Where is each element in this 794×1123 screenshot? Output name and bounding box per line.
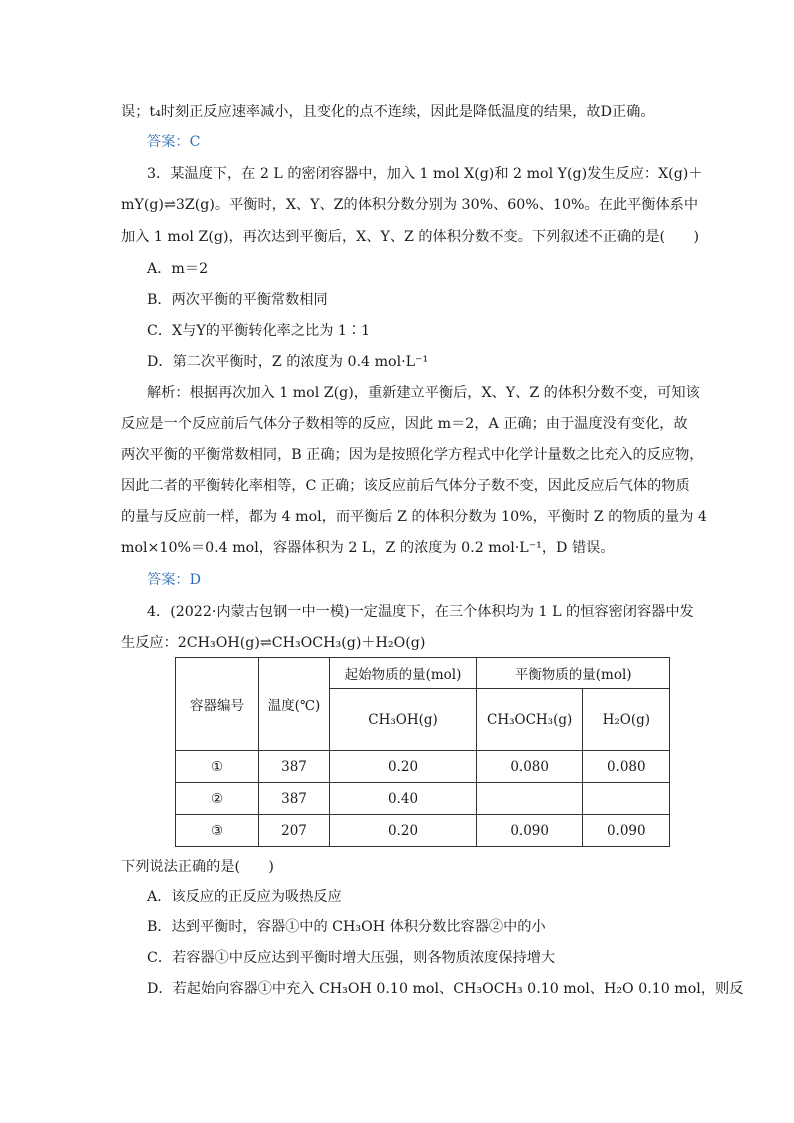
cell-container: ③ [176, 815, 259, 847]
subheader-h2o: H₂O(g) [583, 689, 670, 751]
option-a: A．该反应的正反应为吸热反应 [147, 889, 342, 905]
data-table [175, 657, 670, 847]
question-3-line: 3．某温度下，在 2 L 的密闭容器中，加入 1 mol X(g)和 2 mol Y(g)发生反应：X(g)＋ [147, 166, 703, 182]
question-4-line: 生反应：2CH₃OH(g)⇌CH₃OCH₃(g)＋H₂O(g) [121, 635, 426, 651]
table-row [176, 815, 670, 847]
subheader-ch3och3: CH₃OCH₃(g) [477, 689, 583, 751]
subheader-ch3oh: CH₃OH(g) [330, 689, 477, 751]
header-start-amount: 起始物质的量(mol) [330, 658, 477, 689]
header-container-no: 容器编号 [176, 658, 259, 751]
header-temperature: 温度(℃) [259, 658, 330, 751]
cell-temp: 387 [259, 783, 330, 815]
explanation-line: 因此二者的平衡转化率相等，C 正确；该反应前后气体分子数不变，因此反应后气体的物质 [121, 478, 690, 494]
option-a: A．m＝2 [147, 261, 209, 277]
answer-label: 答案：D [147, 572, 201, 588]
cell-h2o: 0.090 [583, 815, 670, 847]
cell-temp: 387 [259, 751, 330, 783]
answer-label: 答案：C [147, 134, 201, 150]
cell-ch3och3 [477, 783, 583, 815]
question-4-line: 4．(2022·内蒙古包钢一中一模)一定温度下，在三个体积均为 1 L 的恒容密闭容器中发 [147, 604, 694, 620]
question-3-line: mY(g)⇌3Z(g)。平衡时，X、Y、Z的体积分数分别为 30%、60%、10%。在此平衡体系中 [121, 197, 699, 213]
cell-ch3oh: 0.40 [330, 783, 477, 815]
header-equilibrium-amount: 平衡物质的量(mol) [477, 658, 670, 689]
option-c: C．若容器①中反应达到平衡时增大压强，则各物质浓度保持增大 [147, 950, 556, 966]
cell-ch3och3: 0.090 [477, 815, 583, 847]
table-row [176, 751, 670, 783]
cell-container: ② [176, 783, 259, 815]
option-d: D．若起始向容器①中充入 CH₃OH 0.10 mol、CH₃OCH₃ 0.10 mol、H₂O 0.10 mol，则反 [147, 981, 744, 997]
cell-ch3oh: 0.20 [330, 751, 477, 783]
option-d: D．第二次平衡时，Z 的浓度为 0.4 mol·L⁻¹ [147, 354, 429, 370]
option-b: B．达到平衡时，容器①中的 CH₃OH 体积分数比容器②中的小 [147, 919, 546, 935]
question-4-prompt: 下列说法正确的是( ) [121, 859, 274, 875]
explanation-line: 反应是一个反应前后气体分子数相等的反应，因此 m＝2，A 正确；由于温度没有变化，故 [121, 416, 688, 432]
option-b: B．两次平衡的平衡常数相同 [147, 292, 328, 308]
cell-temp: 207 [259, 815, 330, 847]
table-row [176, 783, 670, 815]
cell-ch3och3: 0.080 [477, 751, 583, 783]
cell-ch3oh: 0.20 [330, 815, 477, 847]
explanation-line: mol×10%＝0.4 mol，容器体积为 2 L，Z 的浓度为 0.2 mol·L⁻¹，D 错误。 [121, 540, 615, 556]
question-3-line: 加入 1 mol Z(g)，再次达到平衡后，X、Y、Z 的体积分数不变。下列叙述不正确的是( ) [121, 229, 700, 245]
explanation-line: 两次平衡的平衡常数相同，B 正确；因为是按照化学方程式中化学计量数之比充入的反应物， [121, 447, 704, 463]
text-line: 误；t₄时刻正反应速率减小，且变化的点不连续，因此是降低温度的结果，故D正确。 [121, 104, 655, 120]
cell-h2o: 0.080 [583, 751, 670, 783]
cell-container: ① [176, 751, 259, 783]
explanation-line: 解析：根据再次加入 1 mol Z(g)，重新建立平衡后，X、Y、Z 的体积分数不变，可知该 [147, 385, 700, 401]
option-c: C．X与Y的平衡转化率之比为 1∶1 [147, 323, 371, 339]
cell-h2o [583, 783, 670, 815]
explanation-line: 的量与反应前一样，都为 4 mol，而平衡后 Z 的体积分数为 10%，平衡时 Z 的物质的量为 4 [121, 509, 707, 525]
